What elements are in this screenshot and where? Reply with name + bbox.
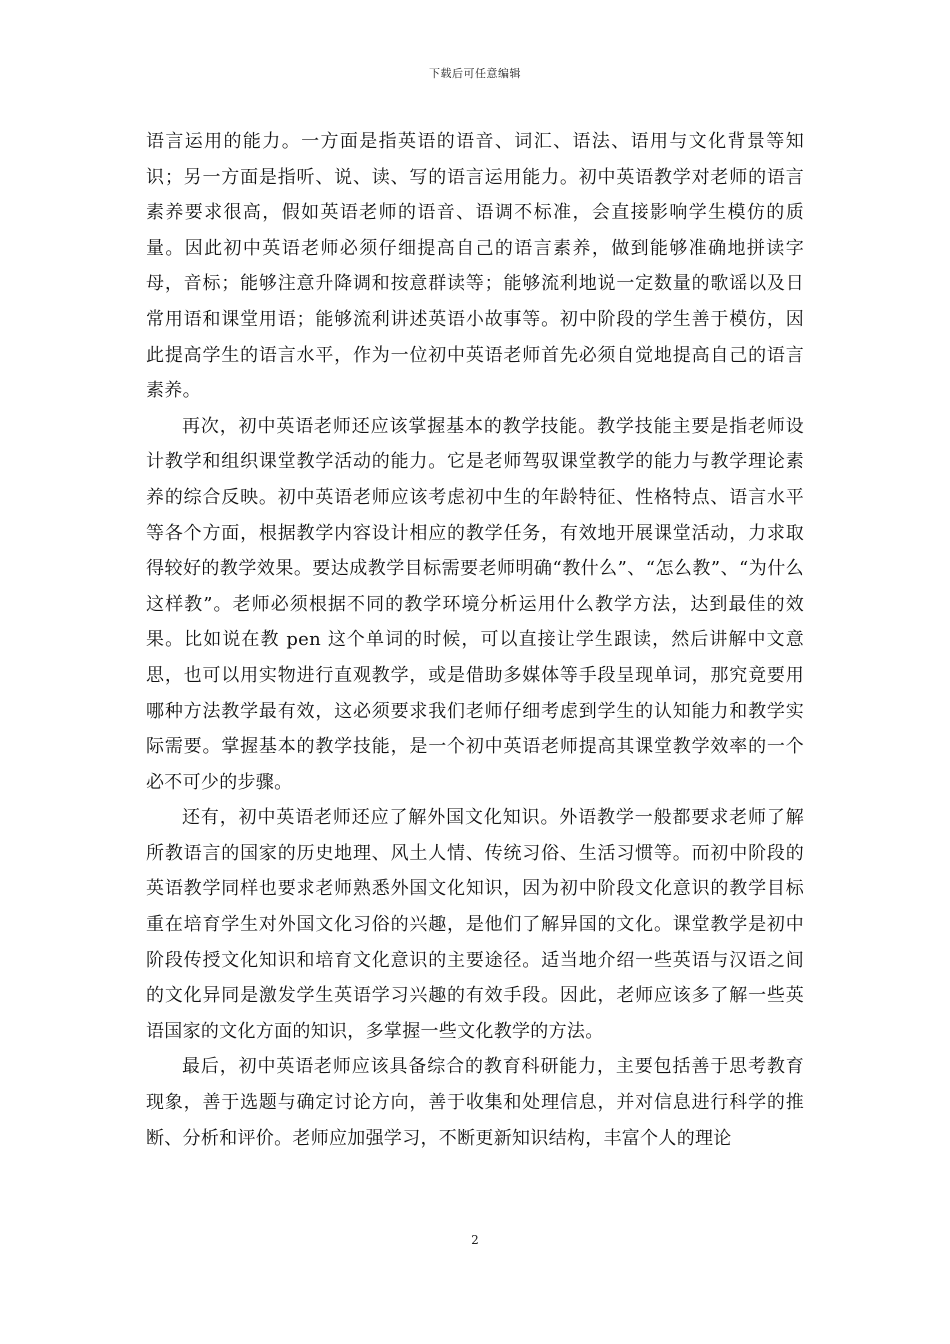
document-body [146,124,804,1156]
paragraph-research-ability: 最后，初中英语老师应该具备综合的教育科研能力，主要包括善于思考教育现象，善于选题与确定讨论方向，善于收集和处理信息，并对信息进行科学的推断、分析和评价。老师应加强学习，不断更新知识结构，丰富个人的理论 [146,1056,804,1149]
paragraph-teaching-skills: 再次，初中英语老师还应该掌握基本的教学技能。教学技能主要是指老师设计教学和组织课堂教学活动的能力。它是老师驾驭课堂教学的能力与教学理论素养的综合反映。初中英语老师应该考虑初中生的年龄特征、性格特点、语言水平等各个方面，根据教学内容设计相应的教学任务，有效地开展课堂活动，力求取得较好的教学效果。要达成教学目标需要老师明确“教什么”、“怎么教”、“为什么这样教”。老师必须根据不同的教学环境分析运用什么教学方法，达到最佳的效果。比如说在教 pen 这个单词的时候，可以直接让学生跟读，然后讲解中文意思，也可以用实物进行直观教学，或是借助多媒体等手段呈现单词，那究竟要用哪种方法教学最有效，这必须要求我们老师仔细考虑到学生的认知能力和教学实际需要。掌握基本的教学技能，是一个初中英语老师提高其课堂教学效率的一个必不可少的步骤。 [146,415,804,793]
page-number: 2 [471,1233,479,1247]
paragraph-language-ability: 语言运用的能力。一方面是指英语的语音、词汇、语法、语用与文化背景等知识；另一方面是指听、说、读、写的语言运用能力。初中英语教学对老师的语言素养要求很高，假如英语老师的语音、语调不标准，会直接影响学生模仿的质量。因此初中英语老师必须仔细提高自己的语言素养，做到能够准确地拼读字母，音标；能够注意升降调和按意群读等；能够流利地说一定数量的歌谣以及日常用语和课堂用语；能够流利讲述英语小故事等。初中阶段的学生善于模仿，因此提高学生的语言水平，作为一位初中英语老师首先必须自觉地提高自己的语言素养。 [146,131,804,402]
page-header: 下载后可任意编辑 [429,67,521,80]
paragraph-foreign-culture: 还有，初中英语老师还应了解外国文化知识。外语教学一般都要求老师了解所教语言的国家的历史地理、风土人情、传统习俗、生活习惯等。而初中阶段的英语教学同样也要求老师熟悉外国文化知识，因为初中阶段文化意识的教学目标重在培育学生对外国文化习俗的兴趣，是他们了解异国的文化。课堂教学是初中阶段传授文化知识和培育文化意识的主要途径。适当地介绍一些英语与汉语之间的文化异同是激发学生英语学习兴趣的有效手段。因此，老师应该多了解一些英语国家的文化方面的知识，多掌握一些文化教学的方法。 [146,807,804,1042]
